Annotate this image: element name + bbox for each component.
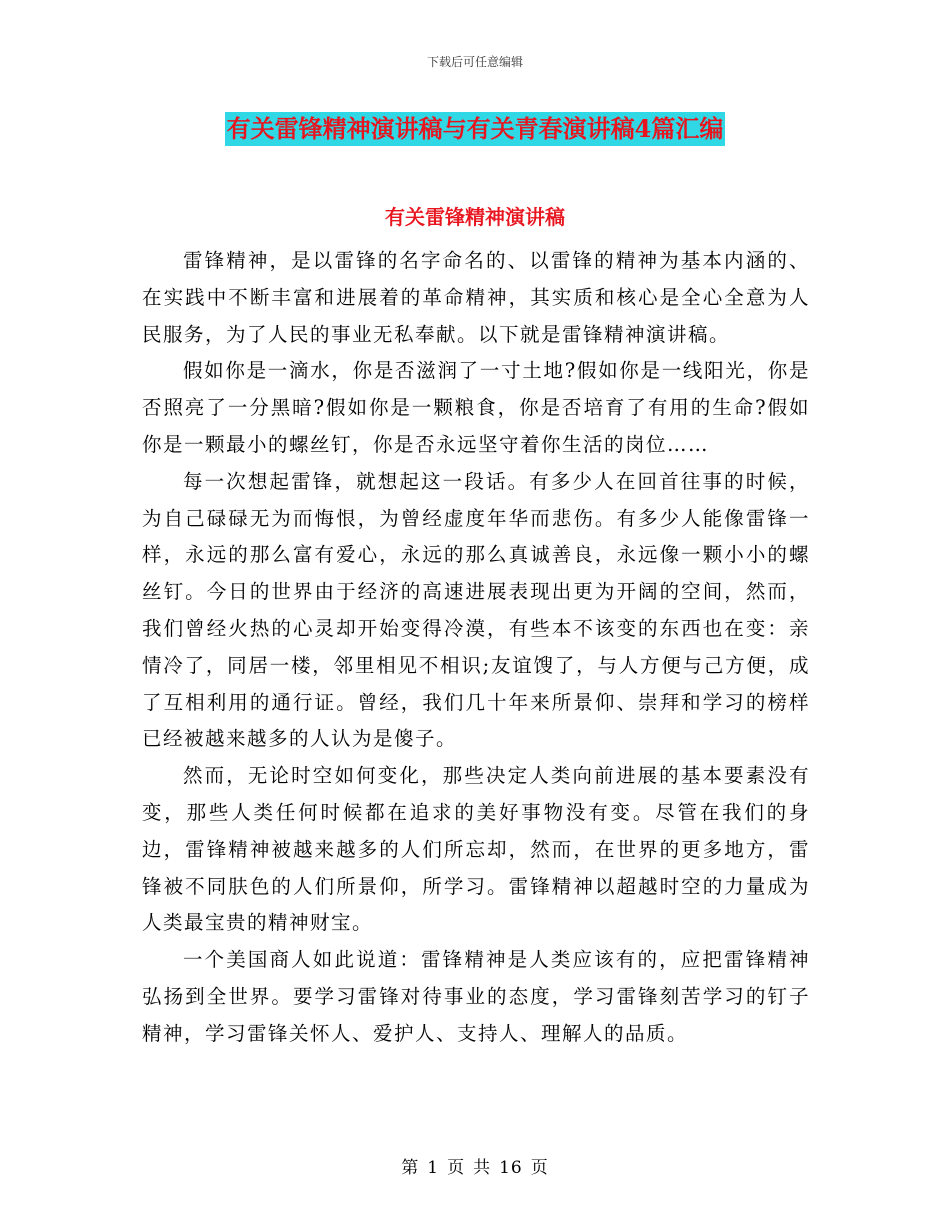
footer-page-label: 页 (447, 1158, 466, 1178)
page-footer (0, 1153, 950, 1178)
body-text (142, 243, 810, 1053)
paragraph: 一个美国商人如此说道：雷锋精神是人类应该有的，应把雷锋精神弘扬到全世界。要学习雷锋对待事业的态度，学习雷锋刻苦学习的钉子精神，学习雷锋关怀人、爱护人、支持人、理解人的品质。 (142, 948, 810, 1045)
paragraph: 假如你是一滴水，你是否滋润了一寸土地?假如你是一线阳光，你是否照亮了一分黑暗?假如你是一颗粮食，你是否培育了有用的生命?假如你是一颗最小的螺丝钉，你是否永远坚守着你生活的岗位…… (142, 359, 810, 456)
total-pages-number: 16 (499, 1158, 523, 1178)
paragraph: 雷锋精神，是以雷锋的名字命名的、以雷锋的精神为基本内涵的、在实践中不断丰富和进展着的革命精神，其实质和核心是全心全意为人民服务，为了人民的事业无私奉献。以下就是雷锋精神演讲稿。 (142, 249, 810, 346)
footer-prefix: 第 (401, 1158, 420, 1178)
header-note: 下载后可任意编辑 (426, 55, 523, 69)
section-title: 有关雷锋精神演讲稿 (385, 205, 565, 229)
footer-suffix: 页 (530, 1158, 549, 1178)
current-page-number: 1 (427, 1158, 440, 1178)
paragraph: 每一次想起雷锋，就想起这一段话。有多少人在回首往事的时候， 为自己碌碌无为而悔恨，为曾经虚度年华而悲伤。有多少人能像雷锋一样，永远的那么富有爱心，永远的那么真诚善良，永远像一颗小小的螺丝钉。今日的世界由于经济的高速进展表现出更为开阔的空间，然而，我们曾经火热的心灵却开始变得冷漠，有些本不该变的东西也在变：亲情冷了，同居一楼，邻里相见不相识;友谊馊了，与人方便与己方便，成了互相利用的通行证。曾经，我们几十年来所景仰、崇拜和学习的榜样已经被越来越多的人认为是傻子。 (142, 469, 810, 751)
document-title-text: 有关雷锋精神演讲稿与有关青春演讲稿4篇汇编 (225, 112, 726, 146)
document-title (0, 112, 950, 146)
footer-total-label: 共 (473, 1158, 492, 1178)
paragraph: 然而，无论时空如何变化，那些决定人类向前进展的基本要素没有变，那些人类任何时候都在追求的美好事物没有变。尽管在我们的身边，雷锋精神被越来越多的人们所忘却，然而，在世界的更多地方，雷锋被不同肤色的人们所景仰，所学习。雷锋精神以超越时空的力量成为人类最宝贵的精神财宝。 (142, 764, 810, 935)
